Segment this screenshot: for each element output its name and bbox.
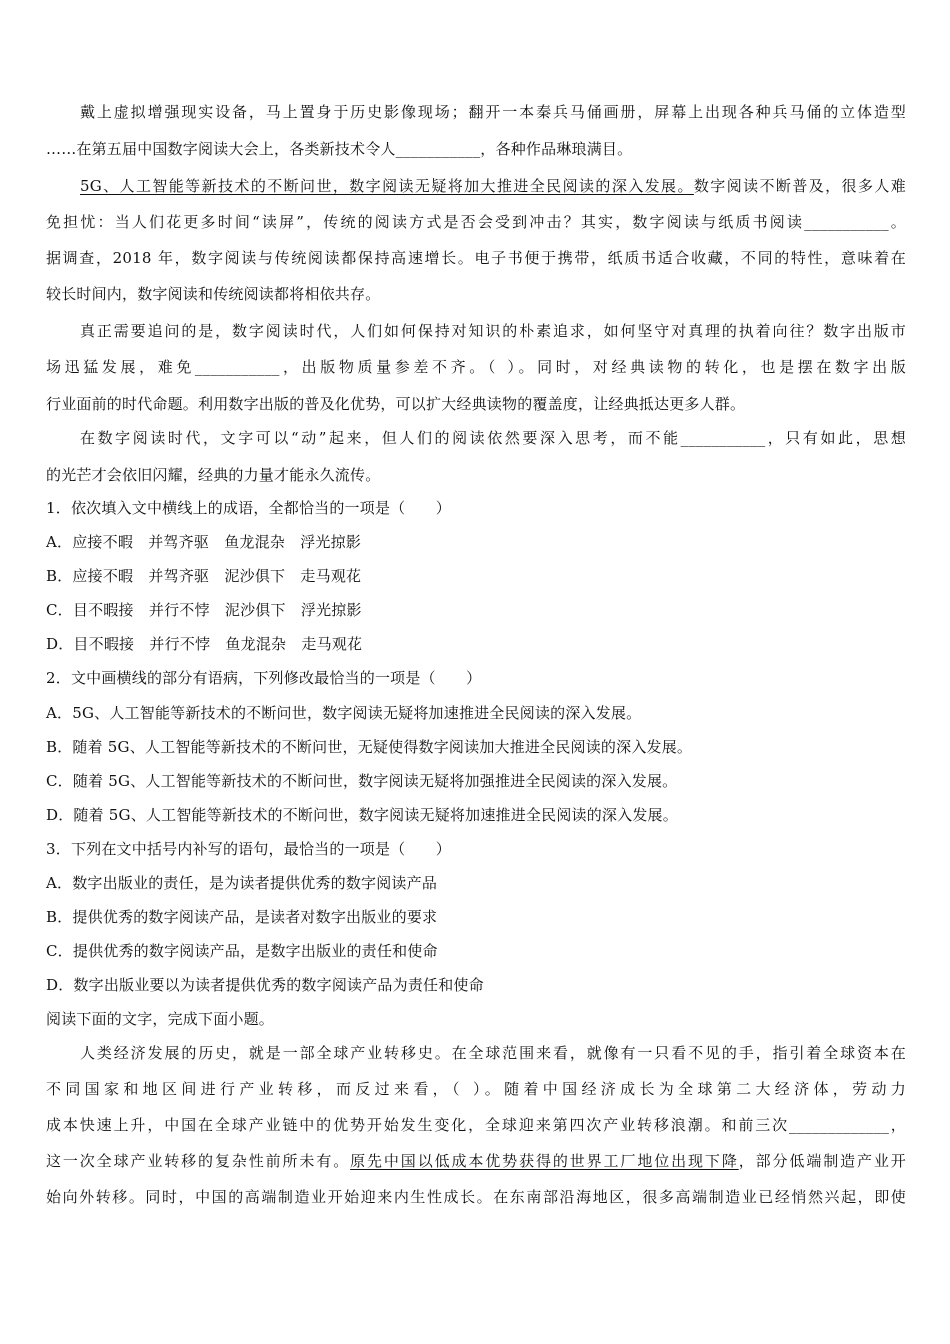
option-b: B．随着 5G、人工智能等新技术的不断问世，无疑使得数字阅读加大推进全民阅读的深入发展。	[46, 738, 693, 756]
question-stem: 3．下列在文中括号内补写的语句，最恰当的一项是（ ）	[46, 840, 451, 858]
paragraph-line: 较长时间内，数字阅读和传统阅读都将相依共存。	[46, 285, 381, 303]
option-a: A．数字出版业的责任，是为读者提供优秀的数字阅读产品	[46, 874, 438, 892]
paragraph-line: 不同国家和地区间进行产业转移，而反过来看，（ ）。随着中国经济成长为全球第二大经济体，劳动力	[46, 1080, 906, 1098]
option-d: D．随着 5G、人工智能等新技术的不断问世，数字阅读无疑将加速推进全民阅读的深入发展。	[46, 806, 678, 824]
paragraph-line: 免担忧：当人们花更多时间“读屏”，传统的阅读方式是否会受到冲击？其实，数字阅读与纸质书阅读___________。	[46, 213, 906, 231]
option-c: C．随着 5G、人工智能等新技术的不断问世，数字阅读无疑将加强推进全民阅读的深入发展。	[46, 772, 678, 790]
option-d: D．目不暇接 并行不悖 鱼龙混杂 走马观花	[46, 635, 363, 653]
paragraph-line: 的光芒才会依旧闪耀，经典的力量才能永久流传。	[46, 466, 381, 484]
paragraph-line: 戴上虚拟增强现实设备，马上置身于历史影像现场；翻开一本秦兵马俑画册，屏幕上出现各种兵马俑的立体造型	[80, 103, 906, 121]
option-b: B．提供优秀的数字阅读产品，是读者对数字出版业的要求	[46, 908, 438, 926]
option-a: A．应接不暇 并驾齐驱 鱼龙混杂 浮光掠影	[46, 533, 362, 551]
option-b: B．应接不暇 并驾齐驱 泥沙俱下 走马观花	[46, 567, 362, 585]
paragraph-line	[80, 176, 906, 196]
paragraph-line: ……在第五届中国数字阅读大会上，各类新技术令人___________，各种作品琳琅满目。	[46, 140, 633, 158]
underlined-sentence: 5G、人工智能等新技术的不断问世，数字阅读无疑将加大推进全民阅读的深入发展。	[80, 177, 694, 195]
option-a: A．5G、人工智能等新技术的不断问世，数字阅读无疑将加速推进全民阅读的深入发展。	[46, 704, 642, 722]
paragraph-line	[46, 1151, 906, 1171]
paragraph-line: 据调查，2018 年，数字阅读与传统阅读都保持高速增长。电子书便于携带，纸质书适合收藏，不同的特性，意味着在	[46, 249, 906, 267]
section-instruction: 阅读下面的文字，完成下面小题。	[46, 1010, 275, 1028]
option-c: C．目不暇接 并行不悖 泥沙俱下 浮光掠影	[46, 601, 362, 619]
paragraph-line: 始向外转移。同时，中国的高端制造业开始迎来内生性成长。在东南部沿海地区，很多高端制造业已经悄然兴起，即使	[46, 1188, 906, 1206]
paragraph-text: 这一次全球产业转移的复杂性前所未有。	[46, 1152, 351, 1170]
option-c: C．提供优秀的数字阅读产品，是数字出版业的责任和使命	[46, 942, 438, 960]
paragraph-line: 人类经济发展的历史，就是一部全球产业转移史。在全球范围来看，就像有一只看不见的手，指引着全球资本在	[80, 1044, 906, 1062]
paragraph-line: 在数字阅读时代，文字可以“动”起来，但人们的阅读依然要深入思考，而不能___________，只有如此，思想	[80, 429, 906, 447]
paragraph-line: 行业面前的时代命题。利用数字出版的普及化优势，可以扩大经典读物的覆盖度，让经典抵达更多人群。	[46, 395, 746, 413]
paragraph-line: 真正需要追问的是，数字阅读时代，人们如何保持对知识的朴素追求，如何坚守对真理的执着向往？数字出版市	[80, 322, 906, 340]
option-d: D．数字出版业要以为读者提供优秀的数字阅读产品为责任和使命	[46, 976, 484, 994]
question-stem: 2．文中画横线的部分有语病，下列修改最恰当的一项是（ ）	[46, 669, 482, 687]
question-stem: 1．依次填入文中横线上的成语，全都恰当的一项是（ ）	[46, 499, 451, 517]
paragraph-text: 数字阅读不断普及，很多人难	[693, 177, 906, 195]
paragraph-line: 场迅猛发展，难免___________，出版物质量参差不齐。（ ）。同时，对经典读物的转化，也是摆在数字出版	[46, 358, 906, 376]
paragraph-text: ，部分低端制造产业开	[738, 1152, 906, 1170]
paragraph-line: 成本快速上升，中国在全球产业链中的优势开始发生变化，全球迎来第四次产业转移浪潮。和前三次_____________，	[46, 1116, 906, 1134]
underlined-sentence: 原先中国以低成本优势获得的世界工厂地位出现下降	[350, 1152, 739, 1170]
